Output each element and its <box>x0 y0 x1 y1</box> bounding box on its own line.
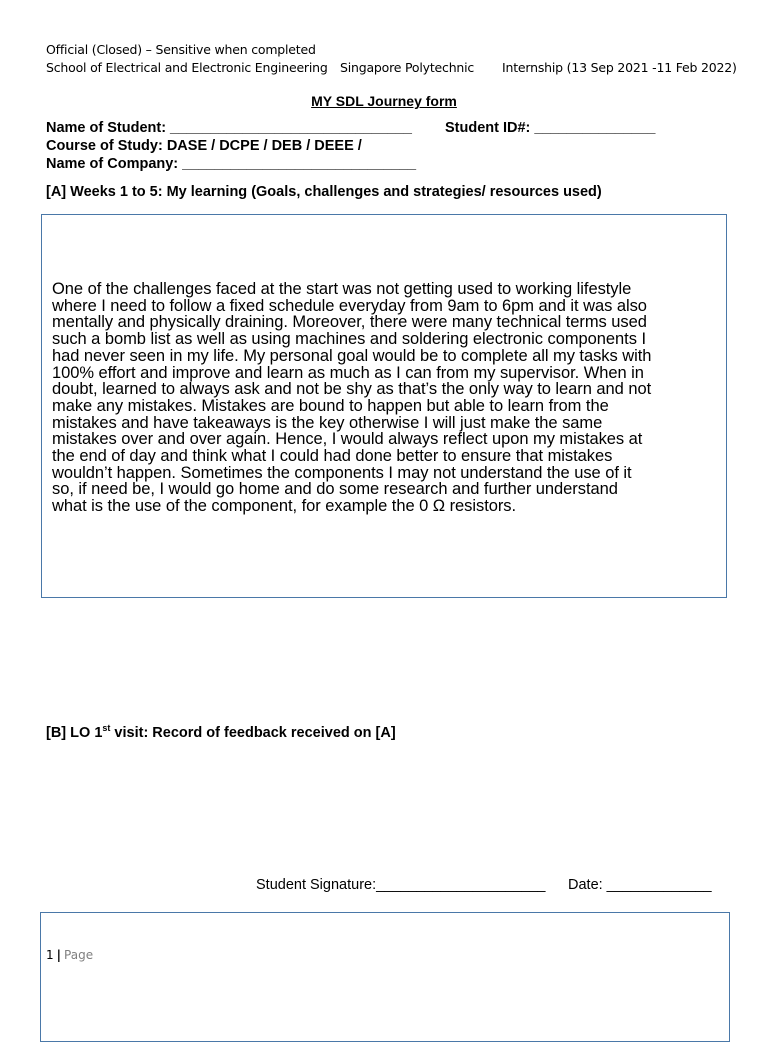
classification-label: Official (Closed) – Sensitive when completed <box>46 42 316 57</box>
response-line: wouldn’t happen. Sometimes the components I may not understand the use of it <box>52 463 632 482</box>
response-line: 100% effort and improve and learn as much as I can from my supervisor. When in <box>52 363 644 382</box>
response-line: mistakes and have takeaways is the key otherwise I will just make the same <box>52 413 603 432</box>
section-b-heading-suffix: visit: Record of feedback received on [A] <box>110 725 396 741</box>
page-label: Page <box>64 948 94 962</box>
section-b-feedback-box <box>40 912 730 1042</box>
form-title: MY SDL Journey form <box>311 93 457 109</box>
student-name-field: Name of Student: ______________________________ <box>46 120 412 136</box>
response-line: mistakes over and over again. Hence, I would always reflect upon my mistakes at <box>52 430 643 449</box>
institution-name: Singapore Polytechnic <box>340 60 475 75</box>
course-of-study-field: Course of Study: DASE / DCPE / DEB / DEEE / <box>46 138 362 154</box>
response-line: One of the challenges faced at the start was not getting used to working lifestyle <box>52 280 632 298</box>
school-name: School of Electrical and Electronic Engineering <box>46 60 328 75</box>
response-line: had never seen in my life. My personal goal would be to complete all my tasks with <box>52 346 652 365</box>
response-line: mentally and physically draining. Moreover, there were many technical terms used <box>52 313 647 332</box>
response-line: the end of day and think what I could had done better to ensure that mistakes <box>52 447 613 466</box>
internship-period: Internship (13 Sep 2021 -11 Feb 2022) <box>502 60 737 75</box>
page-separator: | <box>56 948 62 962</box>
response-line: where I need to follow a fixed schedule everyday from 9am to 6pm and it was also <box>52 296 647 315</box>
page-footer <box>46 948 93 962</box>
section-b-heading <box>46 723 396 741</box>
section-a-heading: [A] Weeks 1 to 5: My learning (Goals, challenges and strategies/ resources used) <box>46 184 602 200</box>
section-a-response <box>52 281 720 515</box>
company-name-field: Name of Company: _____________________________ <box>46 156 417 172</box>
response-line: so, if need be, I would go home and do some research and further understand <box>52 480 618 499</box>
page-number: 1 <box>46 948 54 962</box>
response-line: doubt, learned to always ask and not be shy as that’s the only way to learn and not <box>52 380 652 399</box>
response-line: what is the use of the component, for example the 0 Ω resistors. <box>52 497 517 516</box>
section-b-heading-prefix: [B] LO 1 <box>46 725 103 741</box>
response-line: make any mistakes. Mistakes are bound to happen but able to learn from the <box>52 396 609 415</box>
response-line: such a bomb list as well as using machines and soldering electronic components I <box>52 330 646 349</box>
section-b-heading-sup: st <box>102 723 111 733</box>
signature-date-field: Date: _____________ <box>568 877 712 893</box>
student-signature-field: Student Signature:_____________________ <box>256 877 546 893</box>
student-id-field: Student ID#: _______________ <box>445 120 656 136</box>
